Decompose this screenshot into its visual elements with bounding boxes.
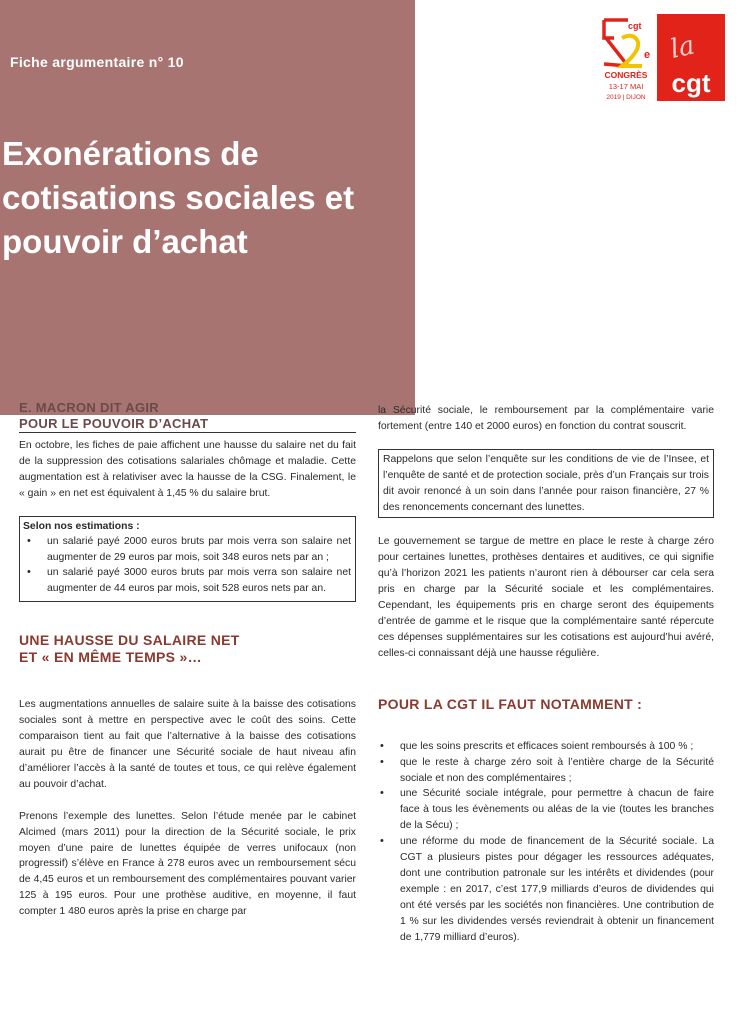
estimations-box bbox=[19, 516, 356, 603]
list-item: • une Sécurité sociale intégrale, pour permettre à chacun de faire face à tous les évènements ou aléas de la vie (toutes les branches de la Sécu) ; bbox=[378, 786, 714, 834]
paragraph-lunettes: Prenons l’exemple des lunettes. Selon l’étude menée par le cabinet Alcimed (mars 2011) pour la direction de la Sécurité sociale, le prix moyen d’une paire de lunettes équipée de verres unifocaux (non progressif) s’élève en France à 278 euros avec un remboursement sécu de 4,45 euros et un remboursement des complémentaires pouvant varier 125 à 195 euros. Pour une prothèse auditive, en moyenne, il faut compter 1 480 euros après la prise en charge par bbox=[19, 810, 356, 918]
congres-logo-label: CONGRÈS bbox=[604, 70, 648, 80]
section-heading-macron: E. MACRON DIT AGIR POUR LE POUVOIR D’ACHAT bbox=[19, 400, 209, 431]
congres-logo-dates: 13-17 MAI bbox=[608, 82, 644, 91]
header-banner bbox=[0, 0, 415, 415]
fiche-label: Fiche argumentaire n° 10 bbox=[10, 54, 184, 70]
list-item: • un salarié payé 3000 euros bruts par mois verra son salaire net augmenter de 44 euros par mois, soit 528 euros nets par an. bbox=[23, 565, 351, 597]
list-item: • que les soins prescrits et efficaces soient remboursés à 100 % ; bbox=[378, 739, 714, 755]
section-heading-cgt: POUR LA CGT IL FAUT NOTAMMENT : bbox=[378, 695, 643, 712]
page-title: Exonérations de cotisations sociales et pouvoir d’achat bbox=[2, 135, 355, 260]
list-item: • une réforme du mode de financement de la Sécurité sociale. La CGT a plusieurs pistes pour dégager les ressources adéquates, dont une contribution patronale sur les intérêts et dividendes (pour exemple : en 2017, c’est 177,9 milliards d’euros de dividendes qui ont été versés par les sociétés non financières. Une contribution de 1 % sur les dividendes versés reviendrait à obtenir un financement de 1,779 milliard d’euros). bbox=[378, 834, 714, 945]
right-column bbox=[378, 403, 714, 945]
cgt-demands-list bbox=[378, 739, 714, 946]
congres-logo-year: 2019 | DIJON bbox=[606, 94, 646, 101]
reste-a-charge-paragraph: Le gouvernement se targue de mettre en place le reste à charge zéro pour certaines lunettes, prothèses dentaires et auditives, ce qui signifie qu’à l’horizon 2021 les patients n’auront rien à débourser car cela sera pris en charge par la Sécurité sociale et les complémentaires. Cependant, les équipements pris en charge seront des équipements d’entrée de gamme et le risque que la complémentaire santé répercute ces dépenses supplémentaires sur les cotisations est aujourd’hui avéré, celles-ci connaissant déjà une hausse régulière. bbox=[378, 536, 714, 659]
paragraph-augmentations: Les augmentations annuelles de salaire suite à la baisse des cotisations sociales sont à mettre en perspective avec le coût des soins. Cette comparaison tient au fait que l’alternative à la baisse des cotisations aurait pu être de financer une Sécurité sociale de haut niveau afin d’améliorer l’accès à la santé de toutes et tous, ce qui relève également au pouvoir d’achat. bbox=[19, 699, 356, 790]
list-item: • que le reste à charge zéro soit à l’entière charge de la Sécurité sociale et non des complémentaires ; bbox=[378, 755, 714, 787]
congres-logo bbox=[598, 14, 654, 106]
insee-paragraph: Rappelons que selon l’enquête sur les conditions de vie de l’Insee, et l’enquête de santé et de protection sociale, près d’un Français sur trois dit avoir renoncé à un soin dans l’année pour raison financière, 27 % des renoncements concernant des lunettes. bbox=[383, 453, 709, 513]
left-column bbox=[19, 400, 356, 920]
estimations-title: Selon nos estimations : bbox=[23, 520, 140, 532]
congres-logo-brand: cgt bbox=[628, 21, 642, 31]
cgt-logo-text: cgt bbox=[671, 68, 711, 98]
list-item: • un salarié payé 2000 euros bruts par mois verra son salaire net augmenter de 29 euros par mois, soit 348 euros nets par an ; bbox=[23, 534, 351, 566]
cgt-logo-la: la bbox=[667, 30, 698, 65]
section-heading-hausse: UNE HAUSSE DU SALAIRE NET ET « EN MÊME TEMPS »… bbox=[19, 632, 240, 666]
continuation-paragraph: la Sécurité sociale, le remboursement par la complémentaire varie fortement (entre 140 et 2000 euros) en fonction du contrat souscrit. bbox=[378, 405, 714, 432]
insee-box bbox=[378, 449, 714, 519]
intro-paragraph: En octobre, les fiches de paie affichent une hausse du salaire net du fait de la suppression des cotisations salariales chômage et maladie. Cette augmentation est à relativiser avec la hausse de la CSG. Finalement, le « gain » en net est équivalent à 1,45 % du salaire brut. bbox=[19, 440, 356, 499]
estimations-list bbox=[23, 534, 351, 598]
cgt-logo bbox=[657, 14, 725, 101]
svg-text:e: e bbox=[644, 49, 651, 61]
